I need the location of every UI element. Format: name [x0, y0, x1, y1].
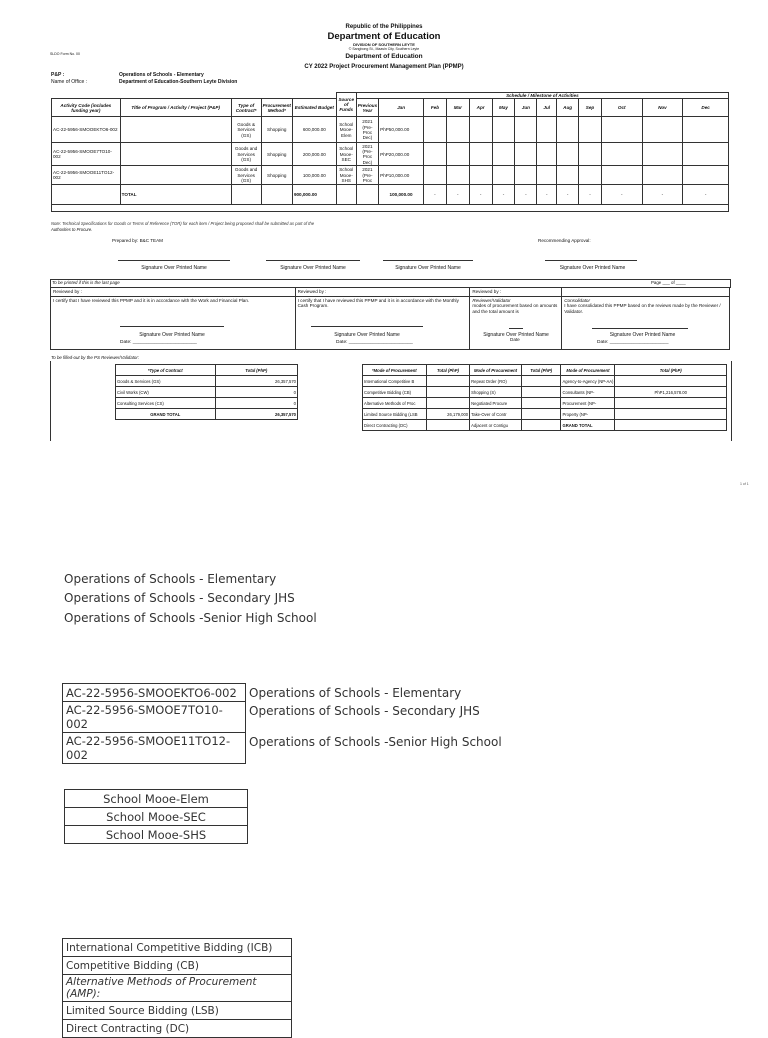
list-item: AC-22-5956-SMOOE7TO10-002 [63, 702, 246, 733]
cert-signature-2: Signature Over Printed Name [334, 332, 400, 338]
total-row [52, 185, 729, 205]
t2-cell: Adjacent or Contigu [470, 420, 522, 431]
t2-header: Total (PhP) [426, 365, 469, 376]
list-item: AC-22-5956-SMOOEKTO6-002 [63, 684, 246, 702]
t1-header-total: Total (PhP) [215, 365, 297, 376]
schedule-header: Schedule / Milestone of Activities [356, 93, 728, 99]
col-type: Type of Contract* [231, 99, 261, 117]
row-code: AC-22-5956-SMOOE7TO10-002 [52, 143, 121, 166]
address-line: © Sangbong St., Maasin City, Southern Leyte [348, 47, 420, 51]
t1-cell: Consulting Services (CS) [116, 398, 216, 409]
prepared-by: Prepared by: B&C TEAM [112, 238, 163, 243]
procurement-mode-table [362, 364, 727, 431]
col-jan: Jan [379, 99, 424, 117]
t2-cell [521, 376, 561, 387]
plan-title: CY 2022 Project Procurement Management Plan (PPMP) [304, 64, 464, 70]
col-may: May [492, 99, 515, 117]
col-method: Procurement Method* [261, 99, 292, 117]
table-row [363, 387, 727, 398]
row-jan: PhP20,000.00 [379, 143, 424, 166]
cert-text-3: modes of procurement based on amounts and the total amount is [472, 303, 558, 314]
table-row [52, 166, 729, 185]
dash-cell: - [537, 185, 557, 205]
table-row [363, 409, 727, 420]
row-budget: 100,000.00 [292, 166, 336, 185]
col-sep: Sep [579, 99, 602, 117]
pap-label: P&P : [51, 72, 65, 78]
signature-caption: Signature Over Printed Name [141, 265, 207, 271]
note-line-1: Note: Technical Specifications for Goods or Terms of Reference (TOR) for each item / Project being proposed shall be submitted as part of the [51, 221, 315, 226]
cert-text-1: I certify that I have reviewed this PPMP and it is in accordance with the Work and Financial Plan. [53, 297, 250, 303]
row-title [120, 117, 231, 143]
row-type: Goods and Services (GS) [231, 143, 261, 166]
dash-cell: - [557, 185, 579, 205]
cert-date-2: Date: ________________________ [336, 340, 413, 345]
list-item: School Mooe-Elem [65, 790, 248, 808]
t2-cell: Consultants (NP- [561, 387, 615, 398]
t2-cell: Limited Source Bidding (LSB [363, 409, 427, 420]
t2-cell: Negotiated Procure [470, 398, 522, 409]
cert-date-3: Date [510, 337, 520, 342]
dash-cell: - [446, 185, 469, 205]
table-row [363, 398, 727, 409]
form-number: SLDO Form No. 00 [50, 52, 80, 56]
t2-cell: Competitive Bidding (CB) [363, 387, 427, 398]
dash-cell: - [601, 185, 642, 205]
t2-cell: GRAND TOTAL [561, 420, 615, 431]
filled-by-note: To be filled-out by the PS Reviewer/Validator: [51, 355, 140, 360]
signature-caption: Signature Over Printed Name [559, 265, 626, 271]
row-budget: 600,000.00 [292, 117, 336, 143]
department-subtitle: Department of Education [345, 53, 423, 60]
table-row [363, 376, 727, 387]
row-method: Shopping [261, 143, 292, 166]
t2-cell: Property (NP- [561, 409, 615, 420]
table-row [116, 398, 298, 409]
t2-cell [426, 420, 469, 431]
signature-line [118, 260, 230, 261]
t2-cell: 26,179,000 [426, 409, 469, 420]
row-prev: 2021 (Pre-Proc [356, 166, 378, 185]
row-prev: 2021 (Pre-Proc Dec) [356, 117, 378, 143]
t2-cell [521, 409, 561, 420]
row-jan: PhP10,000.00 [379, 166, 424, 185]
office-value: Department of Education-Southern Leyte Division [119, 79, 238, 85]
cert-signature-1: Signature Over Printed Name [139, 332, 205, 338]
signature-line [266, 260, 360, 261]
row-source: School Mooe-SHS [336, 166, 356, 185]
t2-cell [521, 387, 561, 398]
cert-text-4: I have consolidated this PPMP based on the reviews made by the Reviewer / Validator. [564, 303, 721, 314]
row-title [120, 166, 231, 185]
office-label: Name of Office : [51, 79, 88, 85]
t1-total-label: GRAND TOTAL [116, 409, 216, 420]
list-item: AC-22-5956-SMOOE11TO12-002 [63, 733, 246, 764]
dash-cell: - [515, 185, 537, 205]
dash-cell: - [683, 185, 729, 205]
dash-cell: - [492, 185, 515, 205]
list-item: School Mooe-SEC [65, 808, 248, 826]
t2-cell: PhP1,216,578.00 [615, 387, 727, 398]
col-budget: Estimated Budget [292, 99, 336, 117]
t1-cell: 26,357,570 [215, 376, 297, 387]
t2-cell: Alternative Methods of Proc [363, 398, 427, 409]
t2-cell: Direct Contracting (DC) [363, 420, 427, 431]
dash-cell: - [642, 185, 683, 205]
cert-text-2: I certify that I have reviewed this PPMP and it is in accordance with the Monthly Cash Program. [297, 297, 459, 309]
t2-header: Mode of Procurement [470, 365, 522, 376]
cert-date-1: Date: ________________________ [120, 340, 197, 345]
signature-line [120, 326, 224, 327]
col-jun: Jun [515, 99, 537, 117]
note-line-2: Authorities to Procure. [51, 227, 93, 232]
code-title: Operations of Schools - Secondary JHS [249, 704, 480, 718]
col-jul: Jul [537, 99, 557, 117]
dash-cell: - [423, 185, 446, 205]
t2-header: *Mode of Procurement [363, 365, 427, 376]
cert-date-4: Date: ______________________ [597, 340, 669, 345]
row-budget: 200,000.00 [292, 143, 336, 166]
table-row [116, 409, 298, 420]
row-code: AC-22-5956-SMOOE11TO12-002 [52, 166, 121, 185]
signature-caption: Signature Over Printed Name [280, 265, 346, 271]
cert-title-4: Consolidator [564, 297, 591, 303]
col-title: Title of Program / Activity / Project (P&P) [120, 99, 231, 117]
contract-type-table [115, 364, 298, 420]
row-type: Goods and Services (GS) [231, 166, 261, 185]
col-nov: Nov [642, 99, 683, 117]
table-row [52, 117, 729, 143]
t1-cell: 0 [215, 387, 297, 398]
page-of: Page ___ of ____ [651, 280, 686, 285]
t2-cell [426, 398, 469, 409]
ppmp-table [51, 92, 729, 212]
t2-cell [615, 398, 727, 409]
t1-cell: Goods & Services (GS) [116, 376, 216, 387]
t2-cell [521, 398, 561, 409]
col-activity-code: Activity Code (includes funding year) [52, 99, 121, 117]
republic-line: Republic of the Philippines [345, 24, 423, 30]
recommending-approval: Recommending Approval: [538, 238, 591, 243]
signature-line [545, 260, 637, 261]
t1-header-type: *Type of Contract [116, 365, 216, 376]
list-item: Alternative Methods of Procurement (AMP): [63, 975, 292, 1002]
t2-cell [615, 376, 727, 387]
t2-cell: Shopping (S) [470, 387, 522, 398]
total-jan: 100,000.00 [379, 185, 424, 205]
reviewed-by-2: Reviewed by : [295, 288, 470, 297]
fund-source-list [64, 789, 248, 844]
row-method: Shopping [261, 117, 292, 143]
row-type: Goods & Services (GS) [231, 117, 261, 143]
cert-title-3: Reviewer/Validator [472, 297, 511, 303]
pap-value: Operations of Schools - Elementary [119, 72, 204, 78]
signature-line [383, 260, 473, 261]
row-code: AC-22-5956-SMOOEKTO6-002 [52, 117, 121, 143]
list-item: School Mooe-SHS [65, 826, 248, 844]
cert-signature-4: Signature Over Printed Name [609, 332, 676, 338]
program-list-item: Operations of Schools - Secondary JHS [64, 591, 295, 605]
t2-header: Mode of Procurement [561, 365, 615, 376]
col-dec: Dec [683, 99, 729, 117]
t1-cell: 0 [215, 398, 297, 409]
table-row [116, 376, 298, 387]
t2-header: Total (PhP) [615, 365, 727, 376]
total-label: TOTAL [120, 185, 231, 205]
col-aug: Aug [557, 99, 579, 117]
procurement-mode-list [62, 938, 292, 1038]
col-oct: Oct [601, 99, 642, 117]
t1-cell: Civil Works (CW) [116, 387, 216, 398]
program-list-item: Operations of Schools -Senior High School [64, 611, 317, 625]
reviewed-by-3: Reviewed by : [470, 288, 562, 297]
activity-code-list [62, 683, 246, 764]
row-jan: PhP50,000.00 [379, 117, 424, 143]
list-item: International Competitive Bidding (ICB) [63, 939, 292, 957]
cert-signature-3: Signature Over Printed Name [483, 332, 549, 338]
dash-cell: - [579, 185, 602, 205]
table-row [52, 143, 729, 166]
t2-cell: Agency-to-Agency (NP-AA) [561, 376, 615, 387]
department-title: Department of Education [327, 31, 441, 42]
row-source: School Mooe-SEC [336, 143, 356, 166]
signature-line [311, 326, 423, 327]
t2-header: Total (PhP) [521, 365, 561, 376]
t2-cell: International Competitive B [363, 376, 427, 387]
list-item: Direct Contracting (DC) [63, 1020, 292, 1038]
signature-caption: Signature Over Printed Name [395, 265, 461, 271]
col-prev-year: Previous Year [356, 99, 378, 117]
list-item: Competitive Bidding (CB) [63, 957, 292, 975]
program-list-item: Operations of Schools - Elementary [64, 572, 277, 586]
signature-line [592, 328, 688, 329]
row-title [120, 143, 231, 166]
code-title: Operations of Schools -Senior High School [249, 735, 502, 749]
t2-cell [426, 387, 469, 398]
list-item: Limited Source Bidding (LSB) [63, 1002, 292, 1020]
t2-cell: Procurement (NP- [561, 398, 615, 409]
t2-cell: Repeat Order (RO) [470, 376, 522, 387]
last-page-note: To be printed if this is the last page [52, 280, 120, 285]
t1-total-value: 26,357,570 [215, 409, 297, 420]
division-line: DIVISION OF SOUTHERN LEYTE [353, 42, 415, 47]
table-row [363, 420, 727, 431]
page-number: 1 of 1 [740, 482, 749, 486]
t2-cell [521, 420, 561, 431]
reviewed-by-1: Reviewed by : [51, 288, 296, 297]
row-source: School Mooe-Elem [336, 117, 356, 143]
t2-cell: Take-Over of Contr [470, 409, 522, 420]
col-feb: Feb [423, 99, 446, 117]
row-method: Shopping [261, 166, 292, 185]
table-row [116, 387, 298, 398]
code-title: Operations of Schools - Elementary [249, 686, 462, 700]
t2-cell [615, 420, 727, 431]
total-budget: 900,000.00 [292, 185, 336, 205]
t2-cell [426, 376, 469, 387]
col-apr: Apr [469, 99, 492, 117]
col-source: Source of Funds [336, 93, 356, 117]
row-prev: 2021 (Pre-Proc Dec) [356, 143, 378, 166]
t2-cell [615, 409, 727, 420]
dash-cell: - [469, 185, 492, 205]
signature-line [509, 328, 523, 329]
col-mar: Mar [446, 99, 469, 117]
